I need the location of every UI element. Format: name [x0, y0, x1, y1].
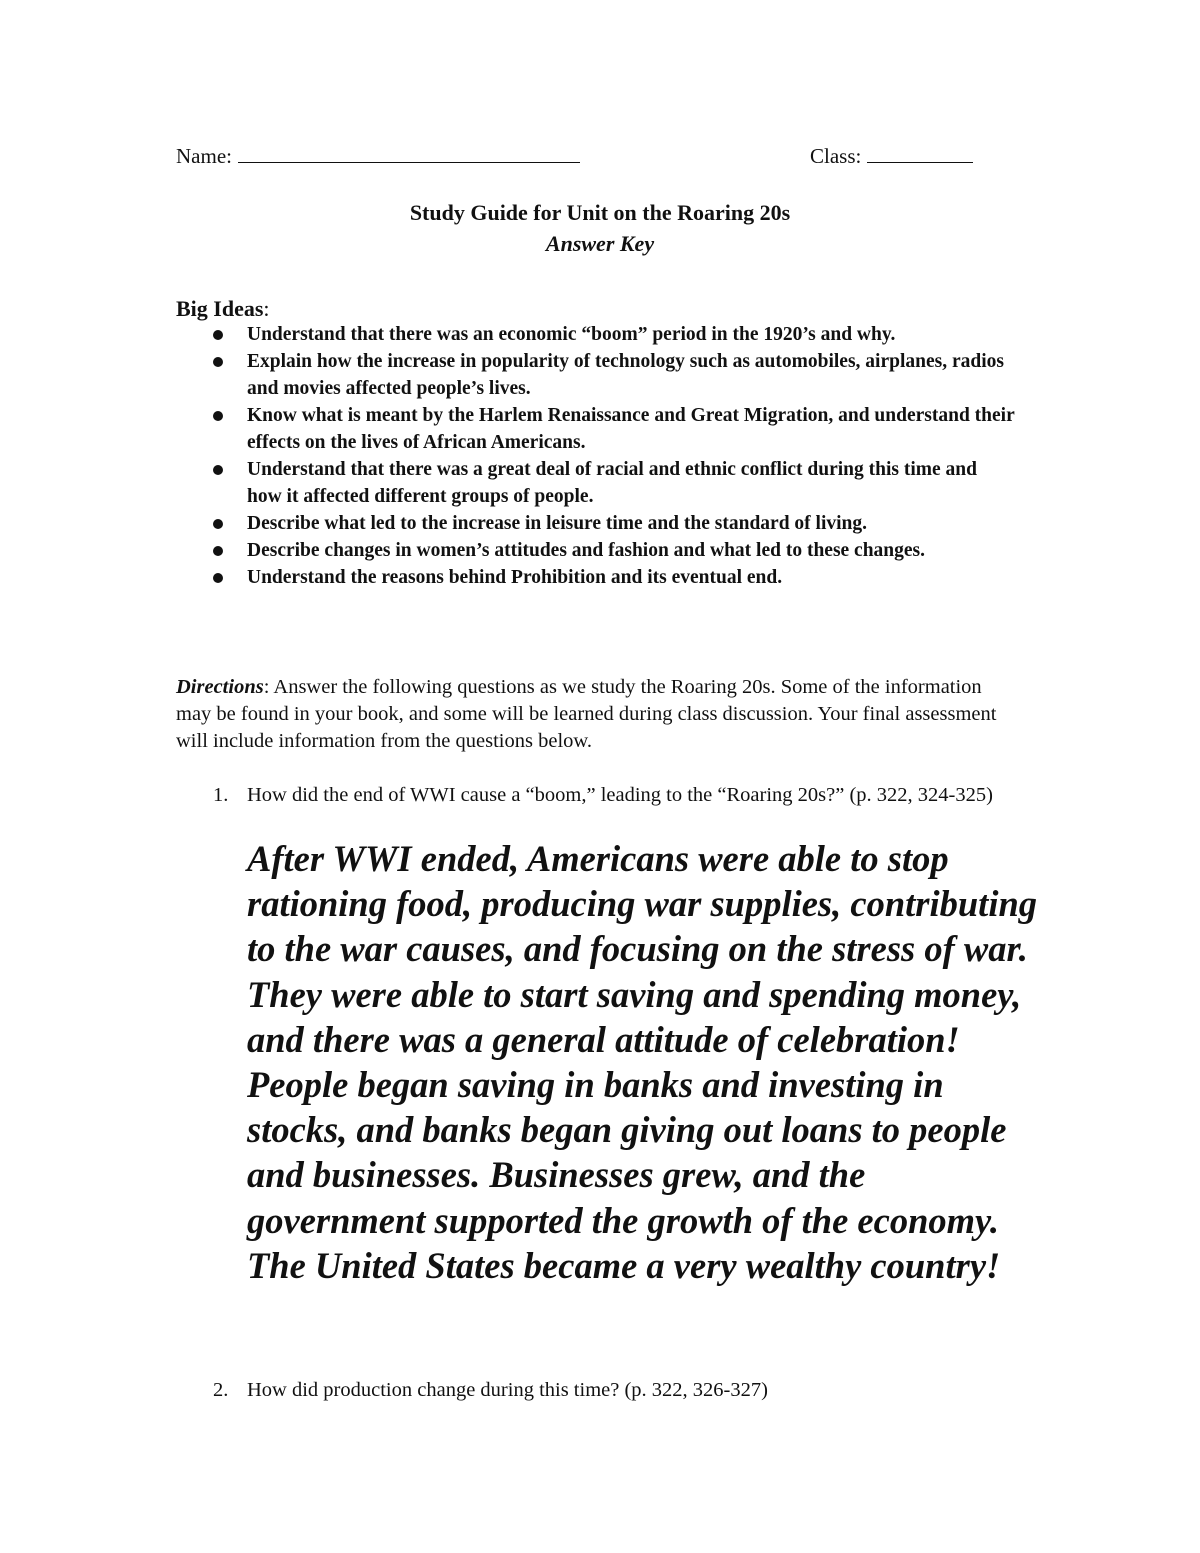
big-ideas-heading-text: Big Ideas	[176, 296, 264, 321]
bullet-icon	[213, 357, 223, 367]
big-idea-text: Understand that there was an economic “boom” period in the 1920’s and why.	[247, 324, 896, 345]
question-number: 2.	[213, 1379, 229, 1401]
list-item	[176, 456, 1016, 510]
big-ideas-list	[176, 321, 1016, 591]
big-idea-text: Explain how the increase in popularity of technology such as automobiles, airplanes, radios and movies affected people’s lives.	[247, 351, 1004, 399]
big-ideas-heading	[176, 294, 270, 324]
question-text: How did production change during this time? (p. 322, 326-327)	[247, 1379, 768, 1401]
question-1	[176, 782, 1016, 809]
list-item	[176, 321, 1016, 348]
list-item	[176, 537, 1016, 564]
document-subtitle: Answer Key	[545, 231, 655, 256]
list-item	[176, 402, 1016, 456]
big-idea-text: Describe changes in women’s attitudes and fashion and what led to these changes.	[247, 540, 926, 561]
document-title: Study Guide for Unit on the Roaring 20s	[409, 200, 791, 225]
name-field	[176, 140, 580, 171]
class-field	[810, 140, 973, 171]
list-item	[176, 348, 1016, 402]
big-ideas-heading-colon: :	[263, 296, 270, 321]
bullet-icon	[213, 519, 223, 529]
name-blank-line[interactable]	[238, 140, 580, 163]
bullet-icon	[213, 411, 223, 421]
bullet-icon	[213, 465, 223, 475]
directions-paragraph	[176, 674, 1006, 755]
big-idea-text: Understand the reasons behind Prohibition and its eventual end.	[247, 567, 783, 588]
list-item	[176, 510, 1016, 537]
question-2	[176, 1377, 1016, 1404]
class-label: Class:	[810, 144, 862, 168]
bullet-icon	[213, 546, 223, 556]
directions-label: Directions	[176, 676, 264, 698]
name-label: Name:	[176, 144, 232, 168]
question-text: How did the end of WWI cause a “boom,” leading to the “Roaring 20s?” (p. 322, 324-325)	[247, 784, 993, 806]
bullet-icon	[213, 330, 223, 340]
list-item	[176, 564, 1016, 591]
directions-text: : Answer the following questions as we study the Roaring 20s. Some of the information may be found in your book, and some will be learned during class discussion. Your final assessment will include information from the questions below.	[176, 676, 997, 752]
answer-1: After WWI ended, Americans were able to stop rationing food, producing war supplies, contributing to the war causes, and focusing on the stress of war. They were able to start saving and spending money, and there was a general attitude of celebration! People began saving in banks and investing in stocks, and banks began giving out loans to people and businesses. Businesses grew, and the government supported the growth of the economy. The United States became a very wealthy country!	[247, 838, 1038, 1286]
class-blank-line[interactable]	[867, 140, 973, 163]
bullet-icon	[213, 573, 223, 583]
big-idea-text: Describe what led to the increase in leisure time and the standard of living.	[247, 513, 868, 534]
big-idea-text: Know what is meant by the Harlem Renaissance and Great Migration, and understand their effects on the lives of African Americans.	[247, 405, 1015, 453]
question-number: 1.	[213, 784, 229, 806]
big-idea-text: Understand that there was a great deal of racial and ethnic conflict during this time and how it affected different groups of people.	[247, 459, 977, 507]
